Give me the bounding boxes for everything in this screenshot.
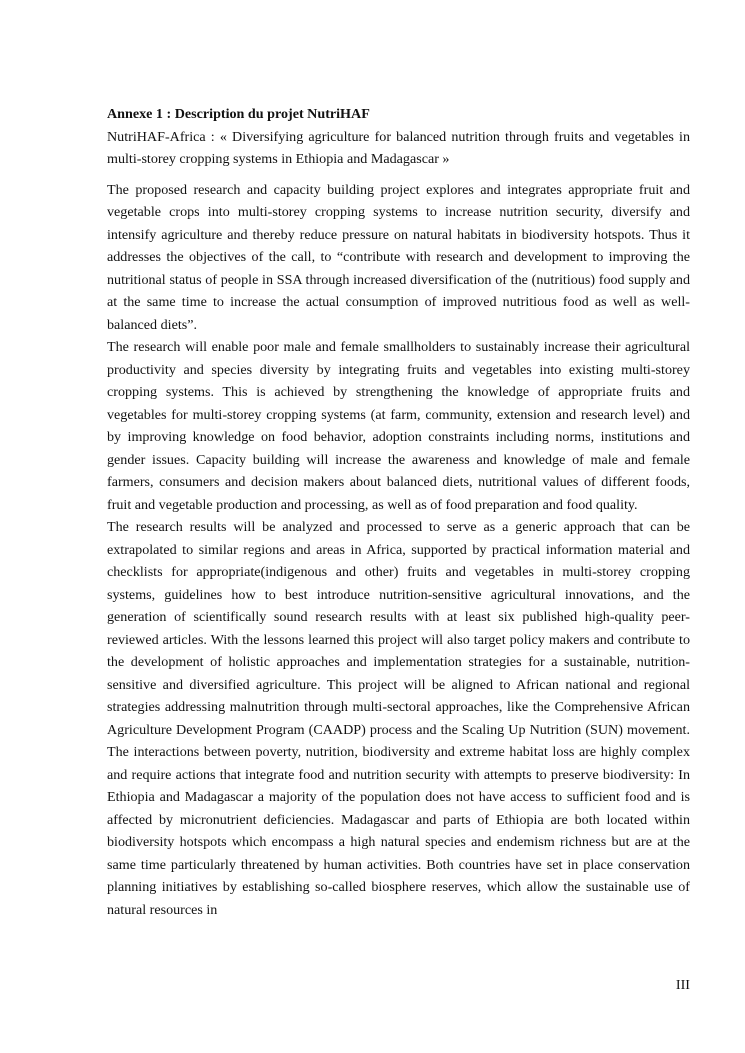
paragraph-intro: The proposed research and capacity building project explores and integrates appropriate fruit and vegetable crops into multi-storey cropping systems to increase nutrition security, diversify and intensify agriculture and thereby reduce pressure on natural habitats in biodiversity hotspots. Thus it addresses the objectives of the call, to “contribute with research and development to improving the nutritional status of people in SSA through increased diversification of the (nutritious) food supply and at the same time to increase the actual consumption of improved nutritious food as well as well-balanced diets”. bbox=[107, 181, 690, 333]
page-body bbox=[107, 103, 690, 921]
annex-heading: Annexe 1 : Description du projet NutriHAF bbox=[107, 106, 370, 122]
page-number: III bbox=[675, 977, 690, 993]
project-subtitle: NutriHAF-Africa : « Diversifying agriculture for balanced nutrition through fruits and vegetables in multi-storey cropping systems in Ethiopia and Madagascar » bbox=[107, 128, 690, 167]
paragraph-research: The research will enable poor male and female smallholders to sustainably increase their agricultural productivity and species diversity by integrating fruits and vegetables into existing multi-storey cropping systems. This is achieved by strengthening the knowledge of appropriate fruits and vegetables for multi-storey cropping systems (at farm, community, extension and research level) and by improving knowledge on food behavior, adoption constraints including norms, institutions and gender issues. Capacity building will increase the awareness and knowledge of male and female farmers, consumers and decision makers about balanced diets, nutritional values of different foods, fruit and vegetable production and processing, as well as of food preparation and food quality. bbox=[107, 339, 690, 513]
paragraph-results: The research results will be analyzed and processed to serve as a generic approach that can be extrapolated to similar regions and areas in Africa, supported by practical information material and checklists for appropriate(indigenous and other) fruits and vegetables in multi-storey cropping systems, guidelines how to best introduce nutrition-sensitive agricultural innovations, and the generation of scientifically sound research results with at least six published high-quality peer-reviewed articles. With the lessons learned this project will also target policy makers and contribute to the development of holistic approaches and implementation strategies for a sustainable, nutrition-sensitive and diversified agriculture. This project will be aligned to African national and regional strategies addressing malnutrition through multi-sectoral approaches, like the Comprehensive African Agriculture Development Program (CAADP) process and the Scaling Up Nutrition (SUN) movement. The interactions between poverty, nutrition, biodiversity and extreme habitat loss are highly complex and require actions that integrate food and nutrition security with attempts to preserve biodiversity: In Ethiopia and Madagascar a majority of the population does not have access to sufficient food and is affected by micronutrient deficiencies. Madagascar and parts of Ethiopia are both located within biodiversity hotspots which encompass a high natural species and endemism richness but are at the same time particularly threatened by human activities. Both countries have set in place conservation planning initiatives by establishing so-called biosphere reserves, which allow the sustainable use of natural resources in bbox=[107, 519, 690, 918]
